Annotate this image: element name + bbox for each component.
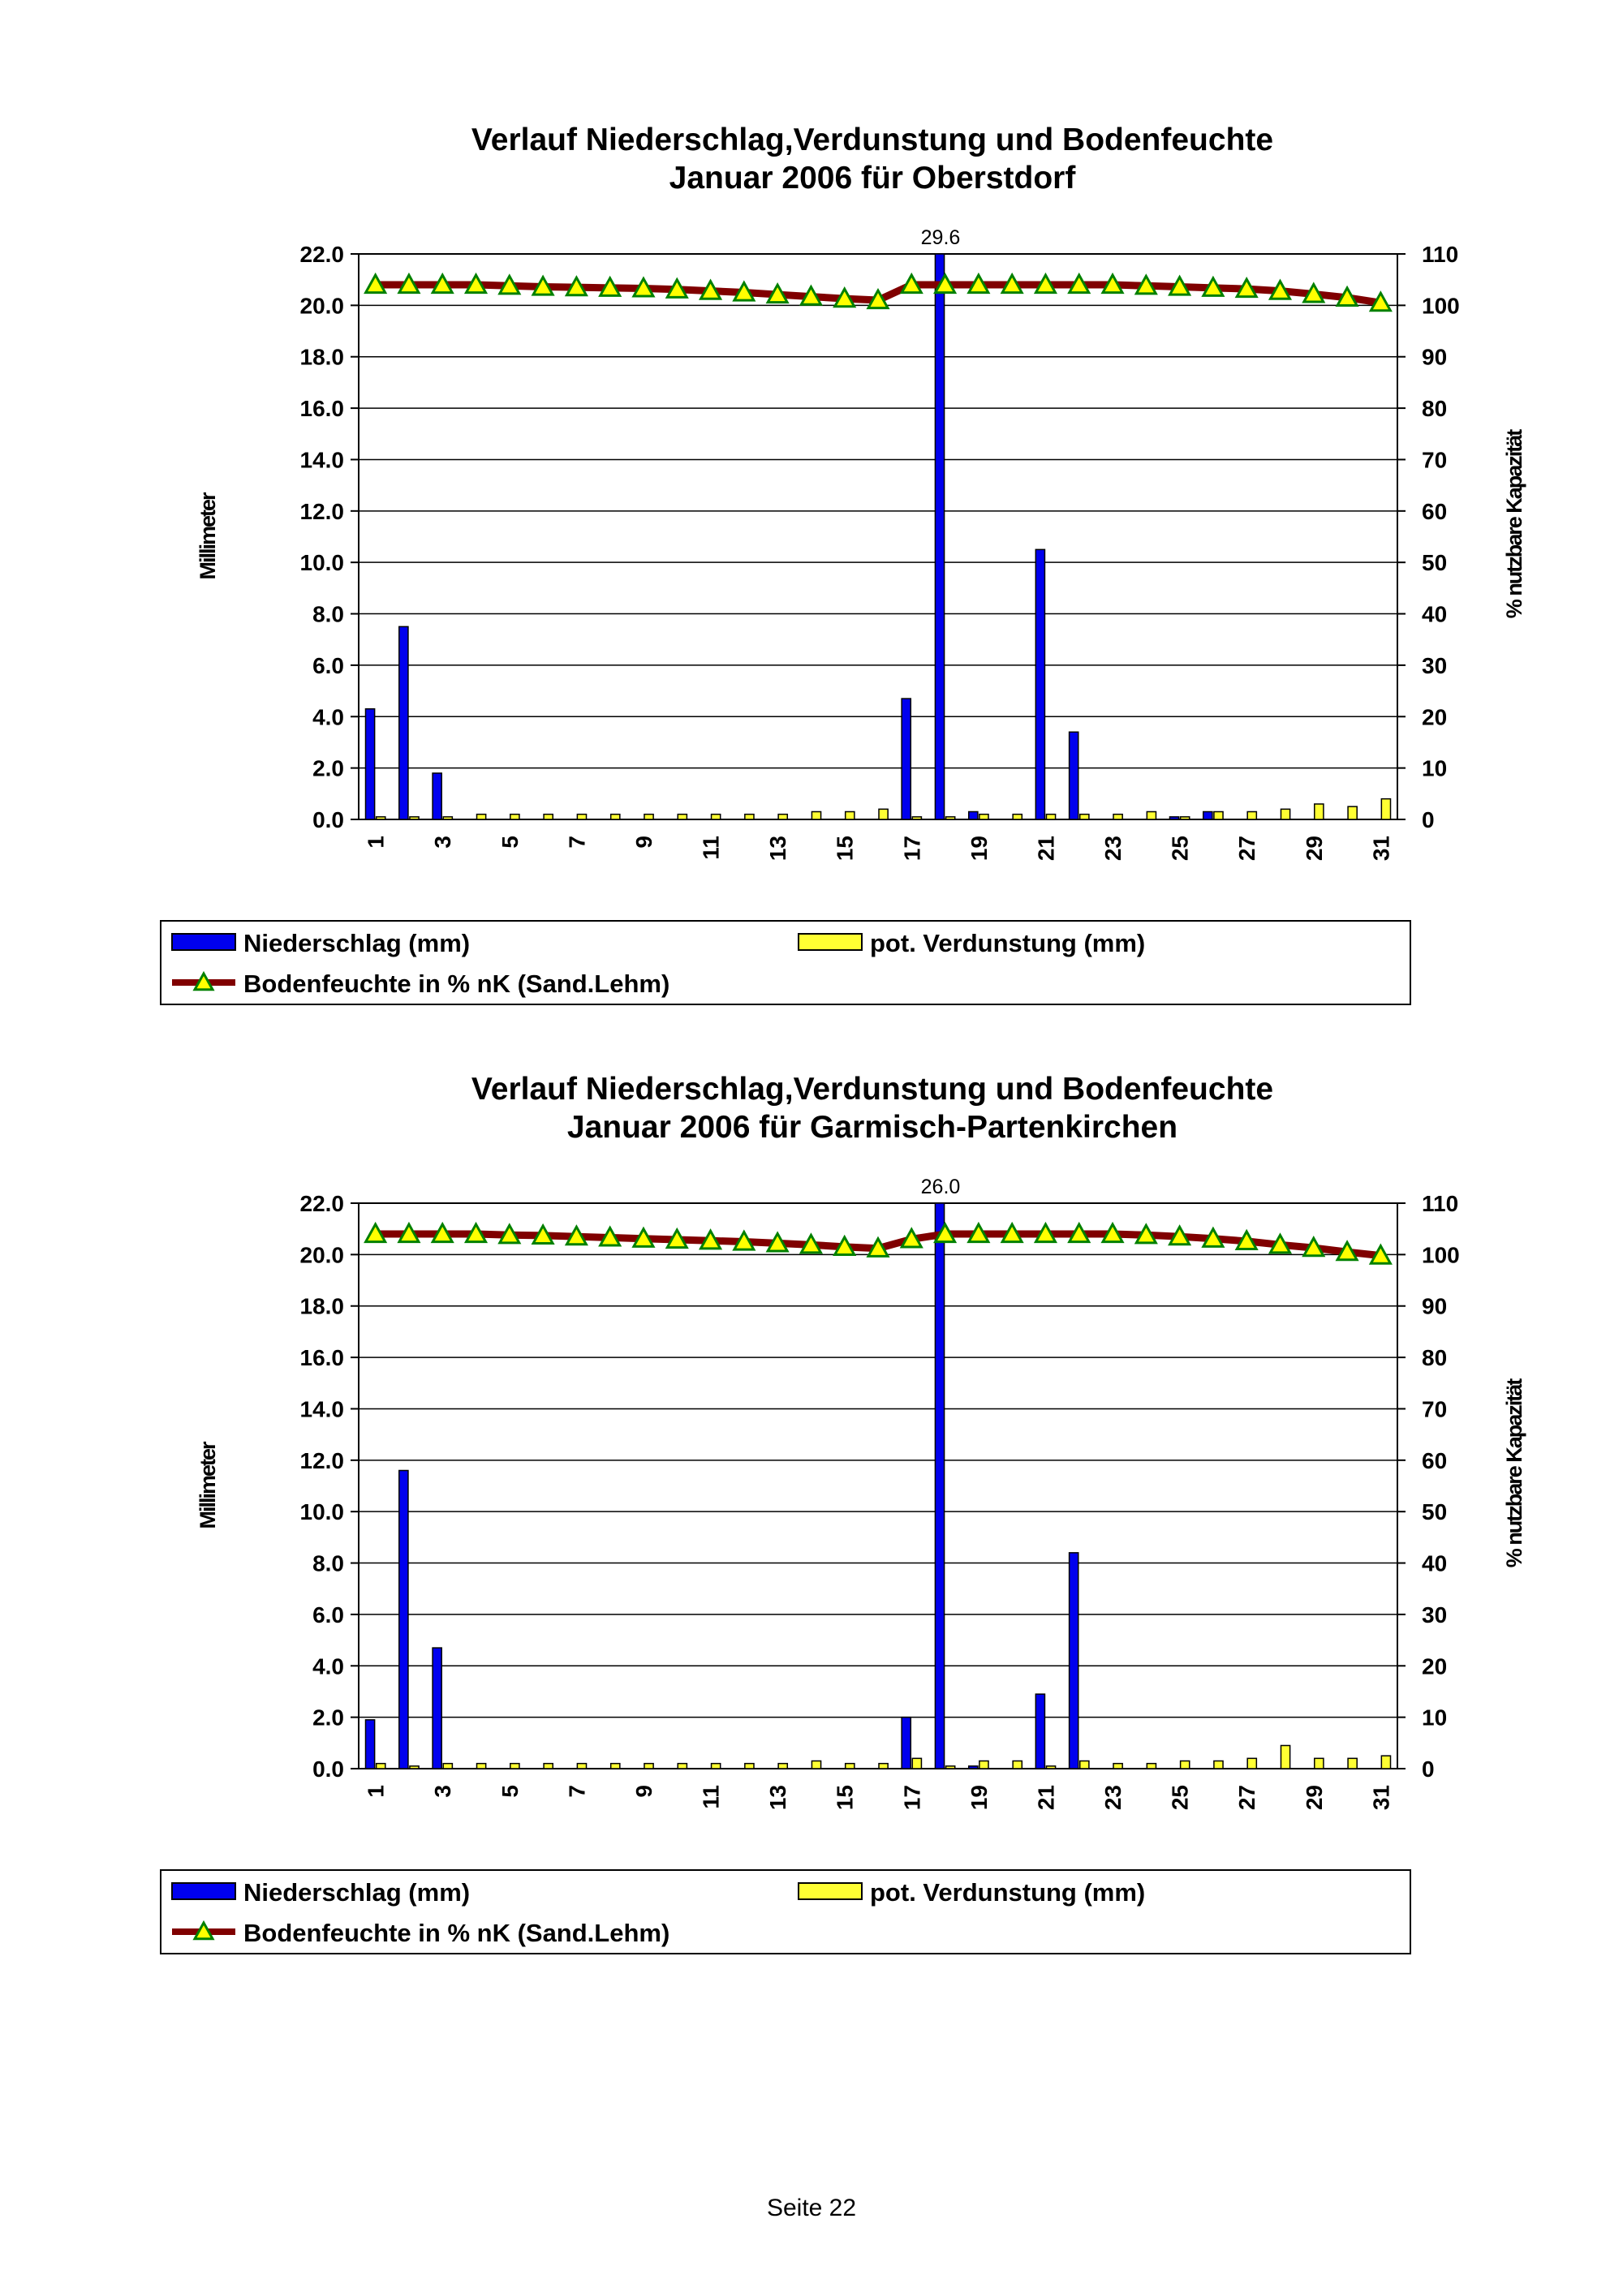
- precip-bar: [433, 773, 441, 819]
- peak-value-label: 26.0: [920, 1176, 961, 1198]
- y-tick-label: 20.0: [299, 293, 344, 319]
- legend-precip-swatch: [172, 934, 235, 950]
- y-tick-label: 10.0: [299, 1499, 344, 1525]
- peak-value-label: 29.6: [920, 226, 961, 249]
- y-tick-label: 22.0: [299, 242, 344, 267]
- y-tick-label: 18.0: [299, 1293, 344, 1319]
- y2-tick-label: 30: [1422, 1602, 1448, 1627]
- evap-bar: [477, 815, 486, 819]
- x-tick-label: 15: [832, 1785, 858, 1811]
- evap-bar: [912, 817, 921, 819]
- x-tick-label: 31: [1368, 836, 1394, 862]
- y2-tick-label: 110: [1422, 242, 1459, 267]
- evap-bar: [979, 815, 988, 819]
- y-tick-label: 2.0: [312, 755, 344, 781]
- x-tick-label: 13: [765, 1785, 791, 1811]
- chart-garmisch-partenkirchen: [0, 949, 1623, 1947]
- legend-soil-label: Bodenfeuchte in % nK (Sand.Lehm): [243, 1919, 670, 1947]
- chart-subtitle: Januar 2006 für Oberstdorf: [669, 161, 1076, 196]
- y2-tick-label: 40: [1422, 601, 1448, 627]
- precip-bar: [935, 254, 944, 819]
- evap-bar: [1113, 815, 1122, 819]
- y-tick-label: 2.0: [312, 1705, 344, 1731]
- evap-bar: [1315, 804, 1324, 819]
- y2-tick-label: 10: [1422, 1705, 1448, 1731]
- y2-tick-label: 10: [1422, 755, 1448, 781]
- evap-bar: [1147, 811, 1156, 819]
- x-tick-label: 25: [1167, 1785, 1193, 1811]
- y2-tick-label: 60: [1422, 498, 1448, 524]
- y-tick-label: 0.0: [312, 1756, 344, 1782]
- legend-soil-label: Bodenfeuchte in % nK (Sand.Lehm): [243, 970, 670, 998]
- y-tick-label: 20.0: [299, 1242, 344, 1268]
- y-tick-label: 16.0: [299, 396, 344, 422]
- evap-bar: [577, 1764, 586, 1769]
- chart-subtitle: Januar 2006 für Garmisch-Partenkirchen: [566, 1110, 1178, 1145]
- precip-bar: [365, 709, 374, 819]
- evap-bar: [946, 1766, 955, 1769]
- evap-bar: [1013, 815, 1022, 819]
- precip-bar: [1035, 1694, 1044, 1769]
- evap-bar: [443, 817, 452, 819]
- x-tick-label: 31: [1368, 1785, 1394, 1811]
- evap-bar: [745, 1764, 754, 1769]
- evap-bar: [611, 1764, 620, 1769]
- evap-bar: [477, 1764, 486, 1769]
- y2-tick-label: 30: [1422, 652, 1448, 678]
- evap-bar: [644, 1764, 653, 1769]
- x-tick-label: 17: [899, 1785, 925, 1811]
- x-tick-label: 19: [966, 1785, 992, 1811]
- x-tick-label: 13: [765, 836, 791, 862]
- evap-bar: [712, 815, 721, 819]
- evap-bar: [1080, 1761, 1089, 1769]
- evap-bar: [712, 1764, 721, 1769]
- precip-bar: [1070, 732, 1078, 819]
- evap-bar: [946, 817, 955, 819]
- evap-bar: [1181, 1761, 1190, 1769]
- y2-tick-label: 50: [1422, 550, 1448, 576]
- evap-bar: [745, 815, 754, 819]
- evap-bar: [678, 815, 687, 819]
- evap-bar: [443, 1764, 452, 1769]
- evap-bar: [1080, 815, 1089, 819]
- x-tick-label: 17: [899, 836, 925, 862]
- evap-bar: [1013, 1761, 1022, 1769]
- precip-bar: [902, 1718, 911, 1769]
- x-tick-label: 15: [832, 836, 858, 862]
- y2-tick-label: 70: [1422, 1396, 1448, 1422]
- precip-bar: [969, 811, 978, 819]
- x-tick-label: 9: [631, 836, 657, 849]
- legend-precip-label: Niederschlag (mm): [243, 1878, 471, 1907]
- evap-bar: [1281, 809, 1289, 819]
- evap-bar: [846, 811, 855, 819]
- x-tick-label: 29: [1301, 1785, 1327, 1811]
- y-tick-label: 18.0: [299, 344, 344, 370]
- x-tick-label: 5: [497, 1785, 523, 1798]
- y-tick-label: 6.0: [312, 652, 344, 678]
- evap-bar: [1214, 811, 1223, 819]
- y-tick-label: 8.0: [312, 1550, 344, 1576]
- x-tick-label: 3: [430, 836, 456, 849]
- page-number: Seite 22: [766, 2195, 857, 2221]
- y2-tick-label: 70: [1422, 447, 1448, 473]
- x-tick-label: 21: [1033, 1785, 1059, 1811]
- x-tick-label: 11: [698, 1785, 724, 1809]
- evap-bar: [510, 1764, 519, 1769]
- precip-bar: [935, 1203, 944, 1769]
- precip-bar: [399, 1470, 408, 1769]
- y2-tick-label: 100: [1422, 293, 1460, 319]
- legend-evap-label: pot. Verdunstung (mm): [870, 929, 1146, 957]
- evap-bar: [1147, 1764, 1156, 1769]
- x-tick-label: 1: [363, 1785, 389, 1798]
- y-tick-label: 4.0: [312, 1653, 344, 1679]
- y-tick-label: 12.0: [299, 498, 344, 524]
- evap-bar: [1348, 1758, 1357, 1769]
- precip-bar: [365, 1720, 374, 1769]
- y2-axis-label: % nutzbare Kapazität: [1502, 430, 1526, 619]
- y-tick-label: 4.0: [312, 704, 344, 730]
- y-tick-label: 6.0: [312, 1602, 344, 1627]
- y2-tick-label: 0: [1422, 1756, 1435, 1782]
- y2-axis-label: % nutzbare Kapazität: [1502, 1379, 1526, 1568]
- chart-title: Verlauf Niederschlag,Verdunstung und Bodenfeuchte: [471, 1072, 1274, 1107]
- y-tick-label: 8.0: [312, 601, 344, 627]
- x-tick-label: 21: [1033, 836, 1059, 862]
- evap-bar: [1315, 1758, 1324, 1769]
- y2-tick-label: 100: [1422, 1242, 1460, 1268]
- legend-evap-swatch: [799, 1883, 862, 1899]
- evap-bar: [1348, 806, 1357, 819]
- evap-bar: [544, 1764, 553, 1769]
- precip-bar: [1203, 811, 1212, 819]
- y2-tick-label: 90: [1422, 344, 1448, 370]
- evap-bar: [979, 1761, 988, 1769]
- y-tick-label: 10.0: [299, 550, 344, 576]
- x-tick-label: 27: [1234, 836, 1260, 862]
- legend-precip-swatch: [172, 1883, 235, 1899]
- y-tick-label: 22.0: [299, 1191, 344, 1216]
- evap-bar: [377, 1764, 385, 1769]
- y-axis-label: Millimeter: [196, 493, 220, 580]
- evap-bar: [1181, 817, 1190, 819]
- evap-bar: [1247, 1758, 1256, 1769]
- y-tick-label: 14.0: [299, 447, 344, 473]
- evap-bar: [812, 811, 820, 819]
- y2-tick-label: 80: [1422, 396, 1448, 422]
- y2-tick-label: 60: [1422, 1447, 1448, 1473]
- legend-evap-swatch: [799, 934, 862, 950]
- evap-bar: [778, 815, 787, 819]
- evap-bar: [377, 817, 385, 819]
- evap-bar: [1046, 815, 1055, 819]
- y-tick-label: 16.0: [299, 1345, 344, 1371]
- y2-tick-label: 110: [1422, 1191, 1459, 1216]
- evap-bar: [644, 815, 653, 819]
- evap-bar: [812, 1761, 820, 1769]
- y2-tick-label: 80: [1422, 1345, 1448, 1371]
- y2-tick-label: 50: [1422, 1499, 1448, 1525]
- evap-bar: [544, 815, 553, 819]
- precip-bar: [399, 626, 408, 819]
- evap-bar: [1247, 811, 1256, 819]
- x-tick-label: 7: [564, 836, 590, 849]
- y-axis-label: Millimeter: [196, 1443, 220, 1529]
- x-tick-label: 23: [1100, 836, 1126, 862]
- evap-bar: [410, 1766, 419, 1769]
- y2-tick-label: 20: [1422, 704, 1448, 730]
- chart-oberstdorf: [0, 0, 1623, 998]
- evap-bar: [678, 1764, 687, 1769]
- evap-bar: [1281, 1745, 1289, 1769]
- evap-bar: [510, 815, 519, 819]
- y2-tick-label: 90: [1422, 1293, 1448, 1319]
- precip-bar: [902, 699, 911, 819]
- y2-tick-label: 20: [1422, 1653, 1448, 1679]
- x-tick-label: 1: [363, 836, 389, 849]
- evap-bar: [1381, 1756, 1390, 1769]
- legend-precip-label: Niederschlag (mm): [243, 929, 471, 957]
- x-tick-label: 29: [1301, 836, 1327, 862]
- precip-bar: [1070, 1553, 1078, 1769]
- chart-title: Verlauf Niederschlag,Verdunstung und Bodenfeuchte: [471, 123, 1274, 157]
- x-tick-label: 19: [966, 836, 992, 862]
- evap-bar: [410, 817, 419, 819]
- evap-bar: [1381, 799, 1390, 819]
- evap-bar: [912, 1758, 921, 1769]
- precip-bar: [1035, 549, 1044, 819]
- y-tick-label: 0.0: [312, 807, 344, 832]
- evap-bar: [846, 1764, 855, 1769]
- y-tick-label: 14.0: [299, 1396, 344, 1422]
- y2-tick-label: 0: [1422, 807, 1435, 832]
- y2-tick-label: 40: [1422, 1550, 1448, 1576]
- evap-bar: [778, 1764, 787, 1769]
- x-tick-label: 5: [497, 836, 523, 849]
- evap-bar: [611, 815, 620, 819]
- plot-area: [359, 1203, 1397, 1769]
- evap-bar: [1046, 1766, 1055, 1769]
- evap-bar: [879, 809, 888, 819]
- x-tick-label: 3: [430, 1785, 456, 1798]
- x-tick-label: 7: [564, 1785, 590, 1798]
- x-tick-label: 23: [1100, 1785, 1126, 1811]
- x-tick-label: 9: [631, 1785, 657, 1798]
- legend-evap-label: pot. Verdunstung (mm): [870, 1878, 1146, 1907]
- evap-bar: [577, 815, 586, 819]
- x-tick-label: 25: [1167, 836, 1193, 862]
- y-tick-label: 12.0: [299, 1447, 344, 1473]
- x-tick-label: 11: [698, 836, 724, 860]
- precip-bar: [969, 1766, 978, 1769]
- precip-bar: [1169, 817, 1178, 819]
- evap-bar: [1113, 1764, 1122, 1769]
- x-tick-label: 27: [1234, 1785, 1260, 1811]
- precip-bar: [433, 1648, 441, 1769]
- evap-bar: [879, 1764, 888, 1769]
- evap-bar: [1214, 1761, 1223, 1769]
- plot-area: [359, 254, 1397, 819]
